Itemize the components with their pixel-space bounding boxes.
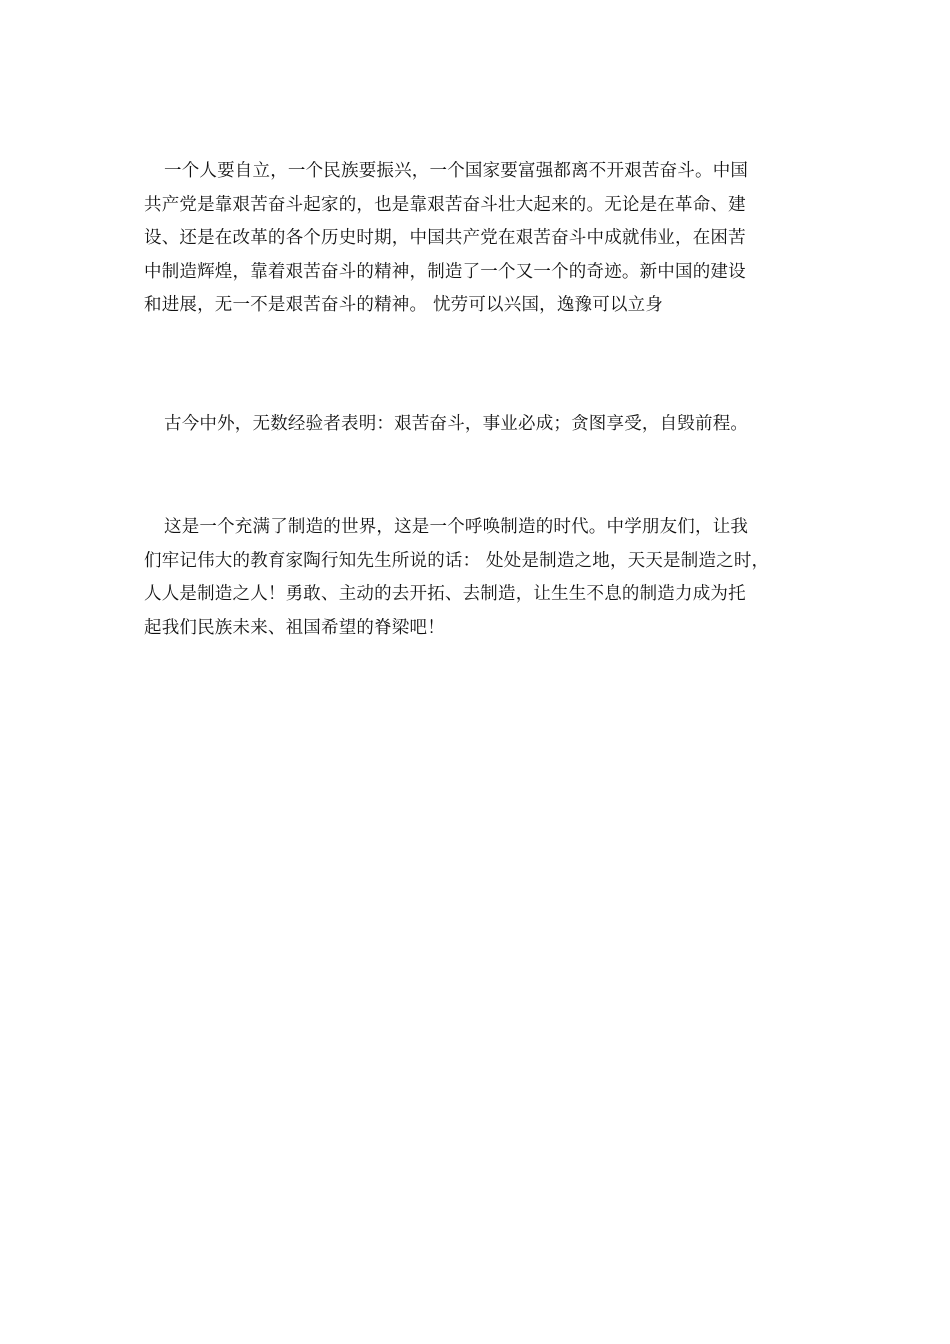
text-line: 中制造辉煌，靠着艰苦奋斗的精神，制造了一个又一个的奇迹。新中国的建设 <box>144 261 746 282</box>
text-line: 一个人要自立，一个民族要振兴，一个国家要富强都离不开艰苦奋斗。中国 <box>164 161 749 181</box>
text-line: 设、还是在改革的各个历史时期，中国共产党在艰苦奋斗中成就伟业，在困苦 <box>144 228 746 248</box>
paragraph-hardship <box>144 155 814 323</box>
paragraph-experience <box>144 408 814 442</box>
paragraph-creation <box>144 511 814 645</box>
text-line: 古今中外，无数经验者表明：艰苦奋斗，事业必成；贪图享受，自毁前程。 <box>164 414 749 434</box>
text-line: 们牢记伟大的教育家陶行知先生所说的话： 处处是制造之地，天天是制造之时， <box>144 550 770 571</box>
text-line: 这是一个充满了制造的世界，这是一个呼唤制造的时代。中学朋友们，让我 <box>164 517 749 537</box>
text-line: 人人是制造之人！勇敢、主动的去开拓、去制造，让生生不息的制造力成为托 <box>144 584 746 604</box>
text-line: 和进展，无一不是艰苦奋斗的精神。 忧劳可以兴国，逸豫可以立身 <box>144 295 664 315</box>
text-line: 共产党是靠艰苦奋斗起家的，也是靠艰苦奋斗壮大起来的。无论是在革命、建 <box>144 194 746 215</box>
text-line: 起我们民族未来、祖国希望的脊梁吧！ <box>144 617 445 638</box>
